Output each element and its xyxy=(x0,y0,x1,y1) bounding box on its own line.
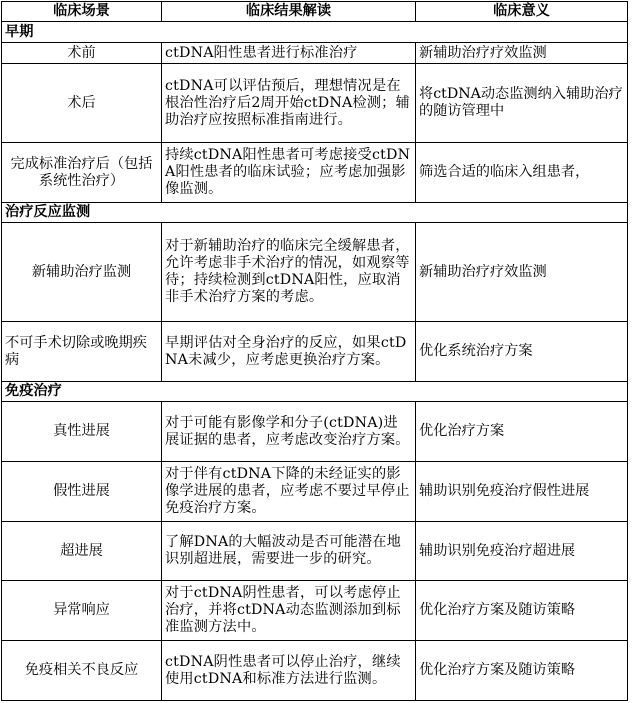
table-row xyxy=(2,522,628,581)
interpretation-cell: 对于ctDNA阴性患者，可以考虑停止治疗，并将ctDNA动态监测添加到标准监测方法中。 xyxy=(162,581,416,641)
interpretation-cell: ctDNA阴性患者可以停止治疗，继续使用ctDNA和标准方法进行监测。 xyxy=(162,641,416,701)
table-row xyxy=(2,43,628,64)
section-title: 治疗反应监测 xyxy=(2,203,628,223)
header-scene: 临床场景 xyxy=(2,2,162,22)
table-row xyxy=(2,322,628,382)
meaning-cell: 新辅助治疗疗效监测 xyxy=(416,223,628,322)
meaning-cell: 辅助识别免疫治疗超进展 xyxy=(416,522,628,581)
table-row xyxy=(2,223,628,322)
scene-cell: 超进展 xyxy=(2,522,162,581)
meaning-cell: 将ctDNA动态监测纳入辅助治疗的随访管理中 xyxy=(416,64,628,143)
table-row xyxy=(2,64,628,143)
section-row-response-monitoring xyxy=(2,203,628,223)
table-row xyxy=(2,641,628,701)
interpretation-cell: 对于伴有ctDNA下降的未经证实的影像学进展的患者，应考虑不要过早停止免疫治疗方案。 xyxy=(162,462,416,522)
interpretation-cell: 持续ctDNA阳性患者可考虑接受ctDNA阳性患者的临床试验；应考虑加强影像监测。 xyxy=(162,143,416,203)
section-row-immunotherapy xyxy=(2,382,628,402)
meaning-cell: 筛选合适的临床入组患者， xyxy=(416,143,628,203)
header-meaning: 临床意义 xyxy=(416,2,628,22)
table-header-row xyxy=(2,2,628,22)
interpretation-cell: 对于新辅助治疗的临床完全缓解患者，允许考虑非手术治疗的情况，如观察等待；持续检测到ctDNA阳性，应取消非手术治疗方案的考虑。 xyxy=(162,223,416,322)
clinical-scenario-table xyxy=(1,1,628,701)
meaning-cell: 辅助识别免疫治疗假性进展 xyxy=(416,462,628,522)
clinical-table-document xyxy=(1,1,629,701)
meaning-cell: 优化治疗方案 xyxy=(416,402,628,462)
interpretation-cell: ctDNA阳性患者进行标准治疗 xyxy=(162,43,416,64)
scene-cell: 术后 xyxy=(2,64,162,143)
scene-cell: 异常响应 xyxy=(2,581,162,641)
header-interpretation: 临床结果解读 xyxy=(162,2,416,22)
scene-cell: 真性进展 xyxy=(2,402,162,462)
interpretation-cell: 对于可能有影像学和分子(ctDNA)进展证据的患者，应考虑改变治疗方案。 xyxy=(162,402,416,462)
scene-cell: 新辅助治疗监测 xyxy=(2,223,162,322)
scene-cell: 不可手术切除或晚期疾病 xyxy=(2,322,162,382)
table-row xyxy=(2,402,628,462)
interpretation-cell: 了解DNA的大幅波动是否可能潜在地识别超进展，需要进一步的研究。 xyxy=(162,522,416,581)
section-title: 免疫治疗 xyxy=(2,382,628,402)
meaning-cell: 优化系统治疗方案 xyxy=(416,322,628,382)
scene-cell: 假性进展 xyxy=(2,462,162,522)
table-row xyxy=(2,581,628,641)
section-title: 早期 xyxy=(2,22,628,43)
meaning-cell: 新辅助治疗疗效监测 xyxy=(416,43,628,64)
table-row xyxy=(2,143,628,203)
table-row xyxy=(2,462,628,522)
section-row-early xyxy=(2,22,628,43)
scene-cell: 术前 xyxy=(2,43,162,64)
interpretation-cell: ctDNA可以评估预后，理想情况是在根治性治疗后2周开始ctDNA检测；辅助治疗应按照标准指南进行。 xyxy=(162,64,416,143)
scene-cell: 完成标准治疗后（包括系统性治疗） xyxy=(2,143,162,203)
scene-cell: 免疫相关不良反应 xyxy=(2,641,162,701)
meaning-cell: 优化治疗方案及随访策略 xyxy=(416,581,628,641)
meaning-cell: 优化治疗方案及随访策略 xyxy=(416,641,628,701)
interpretation-cell: 早期评估对全身治疗的反应，如果ctDNA未减少，应考虑更换治疗方案。 xyxy=(162,322,416,382)
